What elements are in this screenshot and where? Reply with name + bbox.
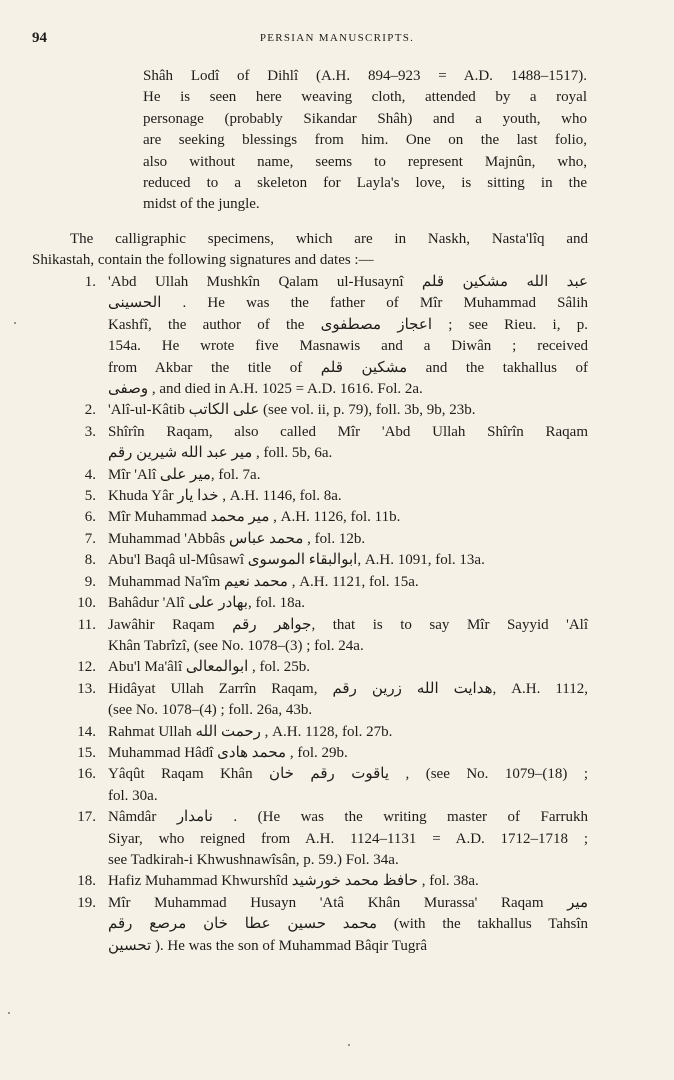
item-line: وصفی , and died in A.H. 1025 = A.D. 1616. Fol. 2a. [108,381,423,398]
item-line: 'Alî-ul-Kâtib علی الکاتب (see vol. ii, p. 79), foll. 3b, 9b, 23b. [108,402,476,419]
item-number: 6. [84,509,96,526]
item-number: 11. [77,616,96,633]
item-number: 9. [84,573,96,590]
item-line: Rahmat Ullah رحمت الله , A.H. 1128, fol. 27b. [108,723,393,740]
item-line: Jawâhir Raqam جواهر رقم, that is to say Mîr Sayyid 'Alî [108,616,589,633]
item-line: Muhammad 'Abbâs محمد عباس , fol. 12b. [108,530,366,547]
signature-item [80,529,588,550]
item-number: 10. [77,595,96,612]
item-number: 12. [77,659,96,676]
text-line: personage (probably Sikandar Shâh) and a youth, who [143,110,587,127]
signature-item [80,272,588,400]
paper-speck [348,1044,350,1046]
signatures-list [77,272,589,957]
text-line: also without name, seems to represent Majnûn, who, [143,153,587,170]
item-number: 7. [84,530,96,547]
signature-item [80,465,588,486]
item-number: 14. [77,723,96,740]
signature-item [77,743,588,764]
page-number: 94 [32,30,47,46]
text-line: The calligraphic specimens, which are in Naskh, Nasta'lîq and [70,231,588,247]
item-line: Yâqût Raqam Khân یاقوت رقم خان , (see No. 1079–(18) ; [108,766,589,783]
signature-item [80,550,588,571]
signature-item [77,615,589,658]
item-line: see Tadkirah-i Khwushnawîsân, p. 59.) Fol. 34a. [108,851,399,868]
item-line: Hafiz Muhammad Khwurshîd حافظ محمد خورشید , fol. 38a. [108,873,479,890]
item-line: Nâmdâr نامدار . (He was the writing master of Farrukh [108,809,589,826]
paper-speck [8,1012,10,1014]
signature-item [80,400,588,421]
text-line: reduced to a skeleton for Layla's love, is sitting in the [143,175,587,192]
item-line: محمد حسین عطا خان مرصع رقم (with the takhallus Tahsîn [108,916,588,933]
item-line: Muhammad Hâdî محمد هادی , fol. 29b. [108,744,348,761]
item-line: from Akbar the title of مشکین قلم and the takhallus of [108,359,588,376]
item-line: Mîr 'Alî میر علی, fol. 7a. [108,466,261,483]
signature-item [80,572,588,593]
item-line: Khuda Yâr خدا یار , A.H. 1146, fol. 8a. [108,488,342,505]
item-line: الحسینی . He was the father of Mîr Muhammad Sâlih [108,295,588,312]
item-line: تحسین ). He was the son of Muhammad Bâqir Tugrâ [108,937,427,954]
item-line: Muhammad Na'îm محمد نعیم , A.H. 1121, fol. 15a. [108,573,419,590]
item-line: 'Abd Ullah Mushkîn Qalam ul-Husaynî عبد الله مشکین قلم [108,274,589,290]
signature-item [77,893,588,957]
item-number: 18. [77,873,96,890]
signature-item [77,807,589,871]
item-line: Shîrîn Raqam, also called Mîr 'Abd Ullah Shîrîn Raqam [108,423,588,440]
intro-paragraph [143,66,587,216]
item-line: Bahâdur 'Alî بهادر علی, fol. 18a. [108,595,306,612]
item-number: 8. [84,552,96,569]
item-line: Siyar, who reigned from A.H. 1124–1131 = A.D. 1712–1718 ; [108,830,588,847]
item-line: Mîr Muhammad میر محمد , A.H. 1126, fol. 11b. [108,509,401,526]
signature-item [77,871,588,892]
text-line: Shâh Lodî of Dihlî (A.H. 894–923 = A.D. 1488–1517). [143,68,587,84]
item-number: 15. [77,744,96,761]
running-title: PERSIAN MANUSCRIPTS. [259,32,415,44]
text-line: Shikastah, contain the following signatures and dates :— [32,252,374,269]
text-line: midst of the jungle. [143,196,260,213]
item-number: 16. [77,766,96,783]
signature-item [77,764,589,807]
item-line: Kashfî, the author of the اعجاز مصطفوی ; see Rieu. i, p. [108,316,588,333]
item-line: Abu'l Baqâ ul-Mûsawî ابوالبقاء الموسوی, A.H. 1091, fol. 13a. [108,552,485,569]
item-line: fol. 30a. [108,787,158,804]
item-line: 154a. He wrote five Masnawis and a Diwân ; received [108,338,588,355]
signature-item [77,679,588,722]
item-number: 19. [77,894,96,911]
text-line: are seeking blessings from him. One on the last folio, [143,132,587,149]
signature-item [80,507,588,528]
signature-item [77,722,588,743]
item-number: 2. [84,402,96,419]
item-line: Hidâyat Ullah Zarrîn Raqam, هدایت الله زرین رقم, A.H. 1112, [108,680,588,697]
item-number: 4. [84,466,96,483]
signature-item [77,657,588,678]
page-header [32,30,642,50]
item-line: (see No. 1078–(4) ; foll. 26a, 43b. [108,702,313,719]
item-number: 13. [77,680,96,697]
paper-speck [14,322,16,324]
item-line: Mîr Muhammad Husayn 'Atâ Khân Murassa' Raqam میر [108,894,588,911]
text-line: He is seen here weaving cloth, attended by a royal [143,89,587,106]
item-number: 5. [84,488,96,505]
signature-item [80,422,588,465]
item-line: Khân Tabrîzî, (see No. 1078–(3) ; fol. 24a. [108,637,364,654]
signature-item [77,593,588,614]
item-number: 3. [84,423,96,440]
item-number: 1. [84,274,96,290]
item-line: Abu'l Ma'âlî ابوالمعالی , fol. 25b. [108,659,310,676]
item-number: 17. [77,809,96,826]
signature-item [80,486,588,507]
item-line: میر عبد الله شیرین رقم , foll. 5b, 6a. [108,445,333,462]
specimens-paragraph [32,229,588,272]
